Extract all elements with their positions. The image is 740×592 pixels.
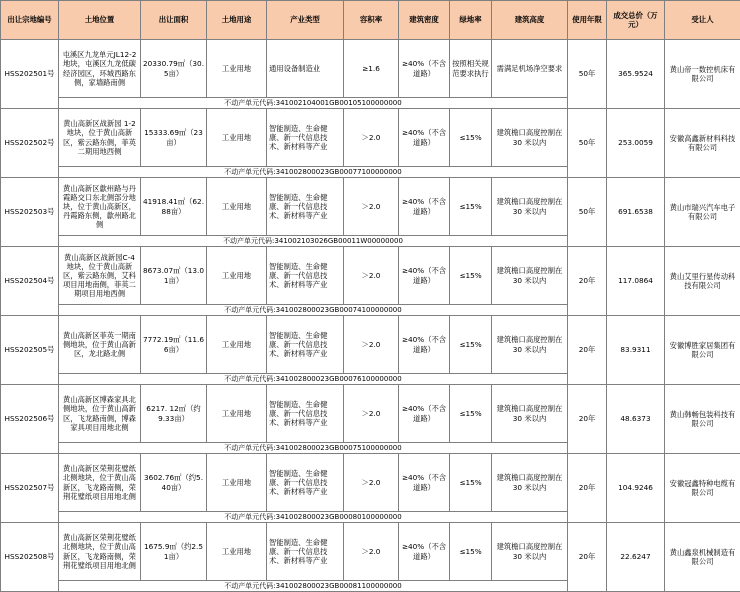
cell-industry: 智能制造、生命健康、新一代信息技术、新材料等产业 xyxy=(267,109,344,167)
cell-location: 黄山高新区博森家具北侧地块，位于黄山高新区，飞龙路南侧，博森家具项目用地北侧 xyxy=(59,385,141,443)
cell-id: HSS202508号 xyxy=(1,523,59,592)
cell-height: 建筑檐口高度控制在 30 米以内 xyxy=(492,178,568,236)
cell-buyer: 黄山韩畅包装科技有限公司 xyxy=(665,385,740,454)
table-row xyxy=(1,178,740,236)
cell-location: 黄山高新区荣荆花璧纸北侧地块，位于黄山高新区，飞龙路南侧，荣荆花璧纸项目用地北侧 xyxy=(59,523,141,581)
cell-years: 20年 xyxy=(568,454,607,523)
cell-id: HSS202501号 xyxy=(1,40,59,109)
cell-area: 15333.69㎡（23亩） xyxy=(141,109,207,167)
header-location: 土地位置 xyxy=(59,1,141,40)
header-far: 容积率 xyxy=(344,1,399,40)
cell-green: ≤15% xyxy=(450,247,492,305)
cell-years: 20年 xyxy=(568,247,607,316)
cell-use: 工业用地 xyxy=(207,247,267,305)
cell-buyer: 黄山市瑞兴汽车电子有限公司 xyxy=(665,178,740,247)
cell-price: 22.6247 xyxy=(607,523,665,592)
header-row xyxy=(1,1,740,40)
table-row xyxy=(1,385,740,443)
cell-density: ≥40%（不含道路） xyxy=(399,454,450,512)
cell-industry: 智能制造、生命健康、新一代信息技术、新材料等产业 xyxy=(267,385,344,443)
cell-use: 工业用地 xyxy=(207,40,267,98)
cell-height: 建筑檐口高度控制在 30 米以内 xyxy=(492,454,568,512)
cell-height: 建筑檐口高度控制在 30 米以内 xyxy=(492,109,568,167)
cell-height: 需满足机场净空要求 xyxy=(492,40,568,98)
table-row xyxy=(1,109,740,167)
cell-unit-code: 不动产单元代码:341002800023GB00075100000000 xyxy=(59,443,568,454)
header-area: 出让面积 xyxy=(141,1,207,40)
cell-id: HSS202503号 xyxy=(1,178,59,247)
cell-price: 117.0864 xyxy=(607,247,665,316)
table-row xyxy=(1,316,740,374)
cell-far: ＞2.0 xyxy=(344,178,399,236)
cell-density: ≥40%（不含道路） xyxy=(399,178,450,236)
header-id: 出让宗地编号 xyxy=(1,1,59,40)
cell-years: 20年 xyxy=(568,523,607,592)
cell-height: 建筑檐口高度控制在 30 米以内 xyxy=(492,247,568,305)
cell-height: 建筑檐口高度控制在 30 米以内 xyxy=(492,385,568,443)
cell-id: HSS202505号 xyxy=(1,316,59,385)
cell-industry: 智能制造、生命健康、新一代信息技术、新材料等产业 xyxy=(267,523,344,581)
cell-id: HSS202504号 xyxy=(1,247,59,316)
cell-far: ＞2.0 xyxy=(344,247,399,305)
cell-green: ≤15% xyxy=(450,454,492,512)
cell-id: HSS202506号 xyxy=(1,385,59,454)
cell-id: HSS202507号 xyxy=(1,454,59,523)
header-industry: 产业类型 xyxy=(267,1,344,40)
cell-use: 工业用地 xyxy=(207,454,267,512)
cell-years: 50年 xyxy=(568,178,607,247)
cell-green: 按照相关规范要求执行 xyxy=(450,40,492,98)
cell-years: 50年 xyxy=(568,109,607,178)
cell-buyer: 安徽博胜家居集团有限公司 xyxy=(665,316,740,385)
cell-area: 1675.9㎡（约2.51亩） xyxy=(141,523,207,581)
cell-green: ≤15% xyxy=(450,109,492,167)
header-price: 成交总价（万元） xyxy=(607,1,665,40)
cell-price: 104.9246 xyxy=(607,454,665,523)
cell-years: 50年 xyxy=(568,40,607,109)
header-green: 绿地率 xyxy=(450,1,492,40)
cell-buyer: 黄山帝一数控机床有限公司 xyxy=(665,40,740,109)
cell-area: 8673.07㎡（13.01亩） xyxy=(141,247,207,305)
cell-green: ≤15% xyxy=(450,523,492,581)
cell-area: 41918.41㎡（62.88亩） xyxy=(141,178,207,236)
cell-location: 黄山高新区歙州路与丹霞路交口东北侧部分地块，位于黄山高新区，丹霞路东侧，歙州路北侧 xyxy=(59,178,141,236)
table-row xyxy=(1,247,740,305)
cell-density: ≥40%（不含道路） xyxy=(399,247,450,305)
cell-unit-code: 不动产单元代码:341002800023GB00074100000000 xyxy=(59,305,568,316)
cell-area: 3602.76㎡（约5.40亩） xyxy=(141,454,207,512)
cell-area: 6217. 12㎡（约9.33亩） xyxy=(141,385,207,443)
cell-green: ≤15% xyxy=(450,178,492,236)
cell-density: ≥40%（不含道路） xyxy=(399,109,450,167)
cell-use: 工业用地 xyxy=(207,523,267,581)
header-use: 土地用途 xyxy=(207,1,267,40)
table-row xyxy=(1,523,740,581)
cell-unit-code: 不动产单元代码:341002800023GB00080100000000 xyxy=(59,512,568,523)
cell-price: 253.0059 xyxy=(607,109,665,178)
cell-unit-code: 不动产单元代码:341002104001GB00105100000000 xyxy=(59,98,568,109)
cell-height: 建筑檐口高度控制在 30 米以内 xyxy=(492,523,568,581)
cell-location: 黄山高新区战新园C-4地块，位于黄山高新区，紫云路东侧，艾科项目用地南侧，菲英二期项目用地西侧 xyxy=(59,247,141,305)
cell-far: ＞2.0 xyxy=(344,385,399,443)
cell-industry: 智能制造、生命健康、新一代信息技术、新材料等产业 xyxy=(267,247,344,305)
cell-density: ≥40%（不含道路） xyxy=(399,40,450,98)
cell-id: HSS202502号 xyxy=(1,109,59,178)
cell-density: ≥40%（不含道路） xyxy=(399,385,450,443)
cell-use: 工业用地 xyxy=(207,109,267,167)
cell-buyer: 安徽高鑫新材料科技有限公司 xyxy=(665,109,740,178)
cell-price: 83.9311 xyxy=(607,316,665,385)
cell-use: 工业用地 xyxy=(207,385,267,443)
table-row xyxy=(1,40,740,98)
cell-area: 20330.79㎡（30.5亩） xyxy=(141,40,207,98)
cell-green: ≤15% xyxy=(450,316,492,374)
cell-years: 20年 xyxy=(568,385,607,454)
cell-density: ≥40%（不含道路） xyxy=(399,316,450,374)
cell-area: 7772.19㎡（11.66亩） xyxy=(141,316,207,374)
cell-industry: 通用设备制造业 xyxy=(267,40,344,98)
header-years: 使用年限 xyxy=(568,1,607,40)
cell-use: 工业用地 xyxy=(207,316,267,374)
cell-location: 黄山高新区战新园 1-2地块，位于黄山高新区，紫云路东侧，菲英二期用地西侧 xyxy=(59,109,141,167)
cell-density: ≥40%（不含道路） xyxy=(399,523,450,581)
cell-industry: 智能制造、生命健康、新一代信息技术、新材料等产业 xyxy=(267,178,344,236)
cell-location: 黄山高新区菲英一期南侧地块，位于黄山高新区，龙北路北侧 xyxy=(59,316,141,374)
cell-price: 48.6373 xyxy=(607,385,665,454)
cell-industry: 智能制造、生命健康、新一代信息技术、新材料等产业 xyxy=(267,316,344,374)
cell-buyer: 黄山艾里行星传动科技有限公司 xyxy=(665,247,740,316)
cell-unit-code: 不动产单元代码:341002800023GB00076100000000 xyxy=(59,374,568,385)
cell-unit-code: 不动产单元代码:341002103026GB00011W00000000 xyxy=(59,236,568,247)
table-row xyxy=(1,454,740,512)
cell-price: 365.9524 xyxy=(607,40,665,109)
cell-far: ＞2.0 xyxy=(344,316,399,374)
cell-far: ＞2.0 xyxy=(344,109,399,167)
cell-far: ≥1.6 xyxy=(344,40,399,98)
cell-industry: 智能制造、生命健康、新一代信息技术、新材料等产业 xyxy=(267,454,344,512)
cell-unit-code: 不动产单元代码:341002800023GB00081100000000 xyxy=(59,581,568,592)
cell-years: 20年 xyxy=(568,316,607,385)
header-buyer: 受让人 xyxy=(665,1,740,40)
cell-buyer: 安徽冠鑫特种电缆有限公司 xyxy=(665,454,740,523)
cell-use: 工业用地 xyxy=(207,178,267,236)
header-density: 建筑密度 xyxy=(399,1,450,40)
header-height: 建筑高度 xyxy=(492,1,568,40)
cell-price: 691.6538 xyxy=(607,178,665,247)
cell-green: ≤15% xyxy=(450,385,492,443)
cell-location: 黄山高新区荣荆花璧纸北侧地块，位于黄山高新区，飞龙路南侧，荣荆花璧纸项目用地北侧 xyxy=(59,454,141,512)
cell-far: ＞2.0 xyxy=(344,523,399,581)
cell-unit-code: 不动产单元代码:341002800023GB00077100000000 xyxy=(59,167,568,178)
cell-buyer: 黄山鑫泉机械制造有限公司 xyxy=(665,523,740,592)
cell-far: ＞2.0 xyxy=(344,454,399,512)
cell-location: 屯溪区九龙单元JL12-2 地块，屯溪区九龙低碳经济园区，环城西路东侧，家墙路南侧 xyxy=(59,40,141,98)
cell-height: 建筑檐口高度控制在 30 米以内 xyxy=(492,316,568,374)
